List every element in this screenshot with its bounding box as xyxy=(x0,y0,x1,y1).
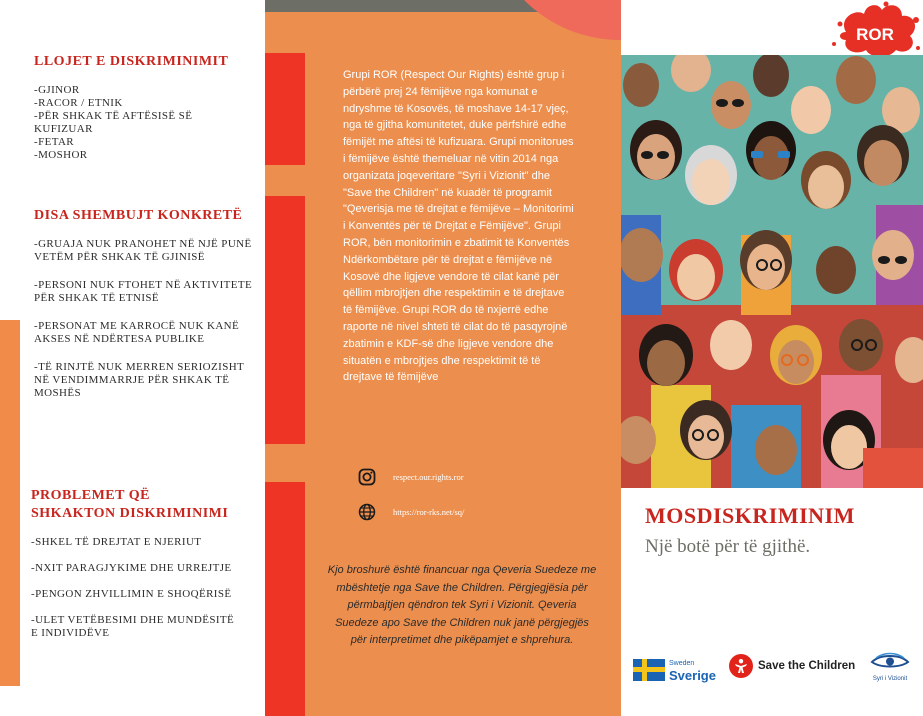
instagram-contact[interactable] xyxy=(357,467,464,487)
left-panel xyxy=(0,0,265,716)
save-the-children-logo xyxy=(729,654,855,678)
list-item: -FETAR xyxy=(34,136,75,148)
globe-icon xyxy=(357,502,377,522)
cover-subtitle: Një botë për të gjithë. xyxy=(645,536,811,557)
website-link[interactable]: https://ror-rks.net/sq/ xyxy=(393,507,465,517)
list-item: -ULET VETËBESIMI DHE MUNDËSITË E INDIVIDËVE xyxy=(31,614,235,639)
red-accent-bar xyxy=(265,482,305,716)
instagram-icon xyxy=(357,467,377,487)
website-contact[interactable] xyxy=(357,502,464,522)
instagram-handle[interactable]: respect.our.rights.ror xyxy=(393,472,464,482)
left-accent-bar xyxy=(0,320,20,686)
list-item: -GJINOR xyxy=(34,84,80,96)
red-accent-bar xyxy=(265,53,305,165)
child-figure-icon xyxy=(729,654,753,678)
list-item: -TË RINJTË NUK MERREN SERIOZISHT NË VENDIMMARRJE PËR SHKAK TË MOSHËS xyxy=(34,361,244,399)
middle-panel xyxy=(265,0,621,716)
list-item: -PENGON ZHVILLIMIN E SHOQËRISË xyxy=(31,588,232,600)
save-the-children-text: Save the Children xyxy=(758,660,856,672)
sweden-wordmark xyxy=(669,656,716,683)
red-accent-bar xyxy=(265,196,305,444)
syri-text: Syri i Vizionit xyxy=(872,676,908,682)
right-panel xyxy=(621,0,923,716)
list-item: -PËR SHKAK TË AFTËSISË SË KUFIZUAR xyxy=(34,110,193,135)
sweden-logo xyxy=(633,656,716,683)
list-item: -RACOR / ETNIK xyxy=(34,97,123,109)
cover-title: MOSDISKRIMINIM xyxy=(645,503,855,528)
list-item: -GRUAJA NUK PRANOHET NË NJË PUNË VETËM PËR SHKAK TË GJINISË xyxy=(34,238,252,263)
illustration-accent xyxy=(863,448,923,488)
list-item: -PERSONAT ME KARROCË NUK KANË AKSES NË NDËRTESA PUBLIKE xyxy=(34,320,240,345)
types-title: LLOJET E DISKRIMINIMIT xyxy=(34,54,229,69)
types-list xyxy=(34,84,234,162)
problems-title xyxy=(31,487,228,523)
problems-title-line2: SHKAKTON DISKRIMINIMI xyxy=(31,506,229,521)
syri-i-vizionit-logo xyxy=(865,652,915,682)
list-item: -MOSHOR xyxy=(34,149,88,161)
list-item: -SHKEL TË DREJTAT E NJERIUT xyxy=(31,536,202,548)
ror-logo-text: ROR xyxy=(856,25,894,44)
problems-title-line1: PROBLEMET QË xyxy=(31,488,150,503)
partner-logos xyxy=(621,648,923,688)
list-item: -PERSONI NUK FTOHET NË AKTIVITETE PËR SHKAK TË ETNISË xyxy=(34,279,253,304)
examples-list xyxy=(34,238,256,415)
sweden-small-text: Sweden xyxy=(669,660,695,667)
sweden-big-text: Sverige xyxy=(669,668,716,683)
crowd-illustration xyxy=(621,55,923,488)
examples-title: DISA SHEMBUJT KONKRETË xyxy=(34,208,243,223)
problems-list xyxy=(31,536,243,655)
eye-icon xyxy=(870,652,910,670)
funding-disclaimer: Kjo broshurë është financuar nga Qeveria Suedeze me mbështetje nga Save the Children. Përgjegjësia për përmbajtjen qëndron tek Syri i Vizionit. Qeveria Suedeze apo Save the Children nuk janë përgjegjës për interpretimet dhe pikëpamjet e shprehura. xyxy=(327,564,597,646)
swedish-flag-icon xyxy=(633,659,665,681)
about-paragraph: Grupi ROR (Respect Our Rights) është grup i përbërë prej 24 fëmijëve nga komunat e ndryshme të Kosovës, të moshave 14-17 vjeç, nga të gjitha komunitetet, duke përfshirë edhe fëmijët me aftësi të kufizuara. Grupi monitorues i fëmijëve është themeluar në vitin 2014 nga organizata joqeveritare "Syri i Vizionit" dhe "Save the Children" në kuadër të programit "Qeverisja me të drejtat e fëmijëve – Monitorimi i Konventës për të Drejtat e Fëmijëve". Grupi ROR, bën monitorimin e zbatimit të Konventës Ndërkombëtare për të drejtat e fëmijëve në Kosovë dhe ligjeve vendore të cilat kanë për qëllim mbrojtjen dhe respektimin e të drejtave të fëmijëve. Grupi ROR do të nxjerrë edhe raporte në nivel shteti të cilat do të pasqyrojnë zbatimin e KDF-së dhe ligjeve vendore dhe situatën e mbrojtjes dhe respektimit të të drejtave të fëmijëve xyxy=(343,69,574,384)
list-item: -NXIT PARAGJYKIME DHE URREJTJE xyxy=(31,562,232,574)
